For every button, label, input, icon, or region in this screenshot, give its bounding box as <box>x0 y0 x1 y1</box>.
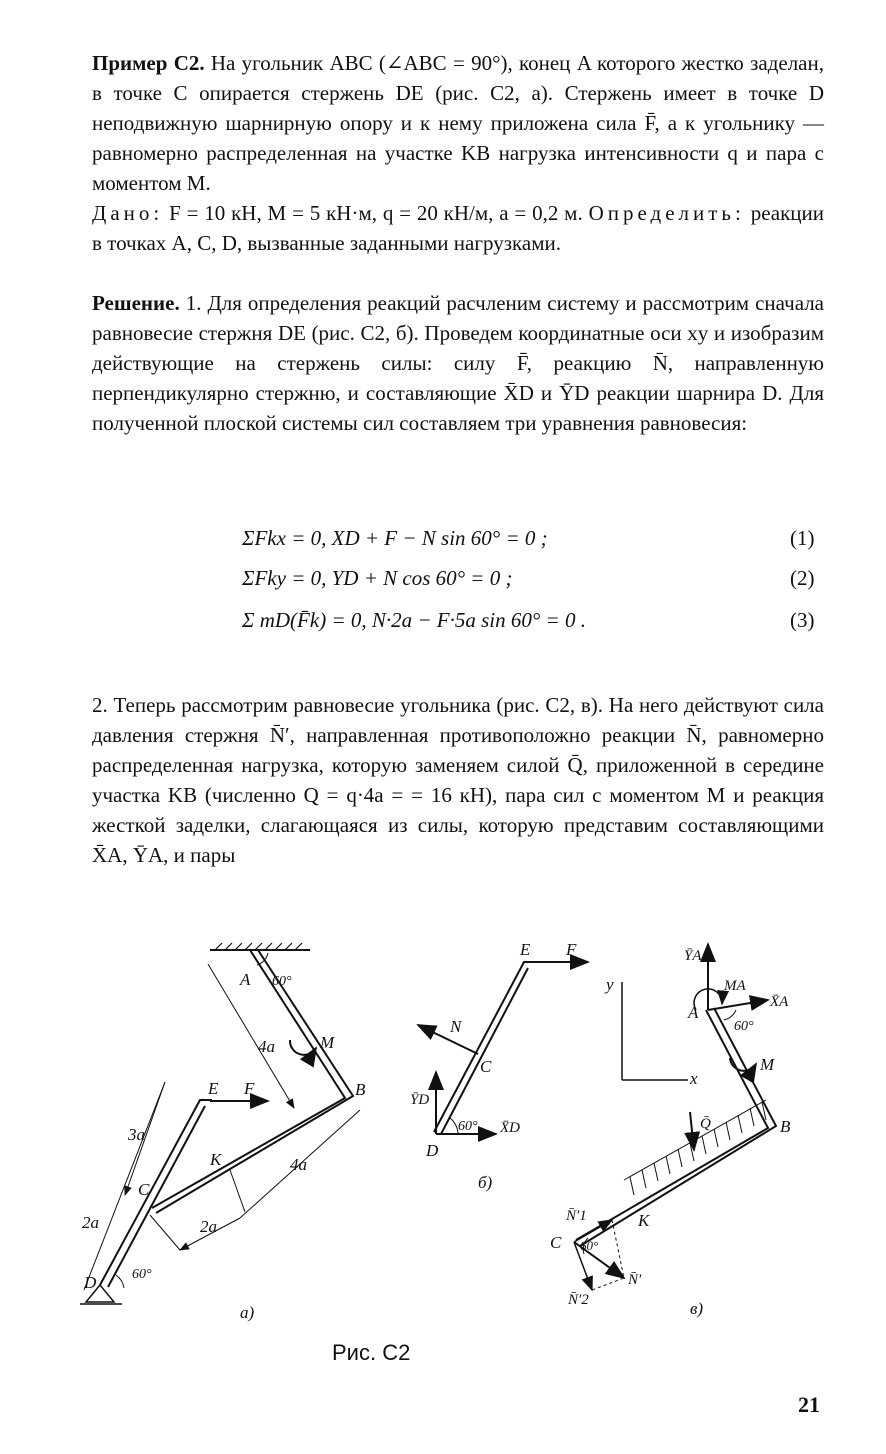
find-text: реакции в точках A, C, D, вызванные заданными нагрузками. <box>92 201 825 255</box>
label-a-C: C <box>138 1180 150 1199</box>
page-number: 21 <box>798 1392 820 1417</box>
given-block <box>92 198 824 258</box>
problem-statement <box>92 48 824 198</box>
label-a-angle-A: 60° <box>272 974 292 989</box>
label-a-D: D <box>84 1273 97 1292</box>
label-b-E: E <box>520 940 531 959</box>
label-a-2a-CK: 2a <box>200 1217 217 1236</box>
label-c-M: M <box>760 1055 775 1074</box>
label-a-F: F <box>244 1079 255 1098</box>
solution-text-2: 2. Теперь рассмотрим равновесие угольника (рис. С2, в). На него действуют сила давления стержня N̄′, направленная противоположно реакции N̄, равномерно распределенная нагрузка, которую заменяем силой Q̄, приложенной в середине участка KB (численно Q = q·4a = = 16 кН), пара сил с моментом M и реакция жесткой заделки, слагающаяся из силы, которую представим составляющими X̄A, ȲA, и пары <box>92 693 824 867</box>
label-a-A: A <box>240 970 251 989</box>
equation-number: (2) <box>790 566 815 590</box>
label-c-angle-C: 60° <box>580 1238 599 1253</box>
label-a-4a-KB: 4a <box>290 1155 307 1174</box>
label-b-angle: 60° <box>458 1119 478 1134</box>
label-b-D: D <box>426 1141 439 1160</box>
equation-text: ΣFky = 0, YD + N cos 60° = 0 ; <box>242 566 513 590</box>
solution-text: 1. Для определения реакций расчленим систему и рассмотрим сначала равновесие стержня DE (рис. С2, б). Проведем координатные оси xy и изобразим действующие на стержень силы: силу F̄, реакцию N̄, направленную перпендикулярно стержню, и составляющие X̄D и ȲD реакции шарнира D. Для полученной плоской системы сил составляем три уравнения равновесия: <box>92 291 824 435</box>
figure-b-labels <box>410 940 577 1192</box>
label-c-Np: N̄′ <box>628 1272 642 1288</box>
label-a-sub: a) <box>240 1303 255 1322</box>
label-b-YD: ȲD <box>410 1092 430 1108</box>
equation-number: (3) <box>790 608 815 632</box>
label-c-x: x <box>690 1069 698 1088</box>
problem-text: На угольник ABC (∠ABC = 90°), конец A которого жестко заделан, в точке C опирается стержень DE (рис. С2, а). Стержень имеет в точке D неподвижную шарнирную опору и к нему приложена сила F̄, а к угольнику — равномерно распределенная на участке KB нагрузка интенсивности q и пара с моментом M. <box>92 51 824 195</box>
label-a-angle-D: 60° <box>132 1267 152 1282</box>
label-c-C: C <box>550 1233 562 1252</box>
figure-a <box>80 943 360 1304</box>
figure-c2 <box>0 920 886 1340</box>
find-label: Определить: <box>588 201 745 225</box>
figure-c <box>574 944 776 1290</box>
label-c-XA: X̄A <box>770 994 789 1010</box>
label-c-N1: N̄′1 <box>566 1208 587 1224</box>
equation-3 <box>0 608 886 640</box>
label-c-angle-A: 60° <box>734 1019 754 1034</box>
given-values: F = 10 кН, M = 5 кН·м, q = 20 кН/м, a = 0,2 м. <box>169 201 583 225</box>
solution-step-2 <box>92 690 824 870</box>
label-a-2a-DC: 2a <box>82 1213 99 1232</box>
label-b-C: C <box>480 1057 492 1076</box>
figure-c-labels <box>550 948 791 1318</box>
label-c-y: y <box>606 975 614 994</box>
label-b-N: N <box>450 1017 462 1036</box>
equation-text: Σ mD(F̄k) = 0, N·2a − F·5a sin 60° = 0 . <box>242 608 586 632</box>
figure-a-labels <box>82 970 366 1322</box>
label-c-YA: ȲA <box>684 948 702 964</box>
label-b-XD: X̄D <box>500 1120 520 1136</box>
label-a-4a: 4a <box>258 1037 275 1056</box>
label-b-sub: б) <box>478 1173 493 1192</box>
label-b-F: F <box>566 940 577 959</box>
given-label: Дано: <box>92 201 164 225</box>
label-a-B: B <box>355 1080 366 1099</box>
label-a-3a: 3a <box>128 1125 145 1144</box>
figure-b <box>418 962 588 1134</box>
label-a-K: K <box>210 1150 222 1169</box>
label-c-MA: MA <box>724 978 746 994</box>
label-a-E: E <box>208 1079 219 1098</box>
figure-caption: Рис. С2 <box>332 1340 411 1365</box>
label-c-A: A <box>688 1003 699 1022</box>
label-c-sub: в) <box>690 1299 704 1318</box>
label-c-N2: N̄′2 <box>568 1292 589 1308</box>
label-a-M: M <box>320 1033 335 1052</box>
label-c-K: K <box>638 1211 650 1230</box>
equation-text: ΣFkx = 0, XD + F − N sin 60° = 0 ; <box>242 526 548 550</box>
solution-step-1 <box>92 288 824 438</box>
solution-label: Решение. <box>92 291 180 315</box>
label-c-Q: Q̄ <box>700 1116 711 1132</box>
equation-number: (1) <box>790 526 815 550</box>
equation-1 <box>0 526 886 558</box>
equation-2 <box>0 566 886 598</box>
label-c-B: B <box>780 1117 791 1136</box>
example-label: Пример С2. <box>92 51 205 75</box>
